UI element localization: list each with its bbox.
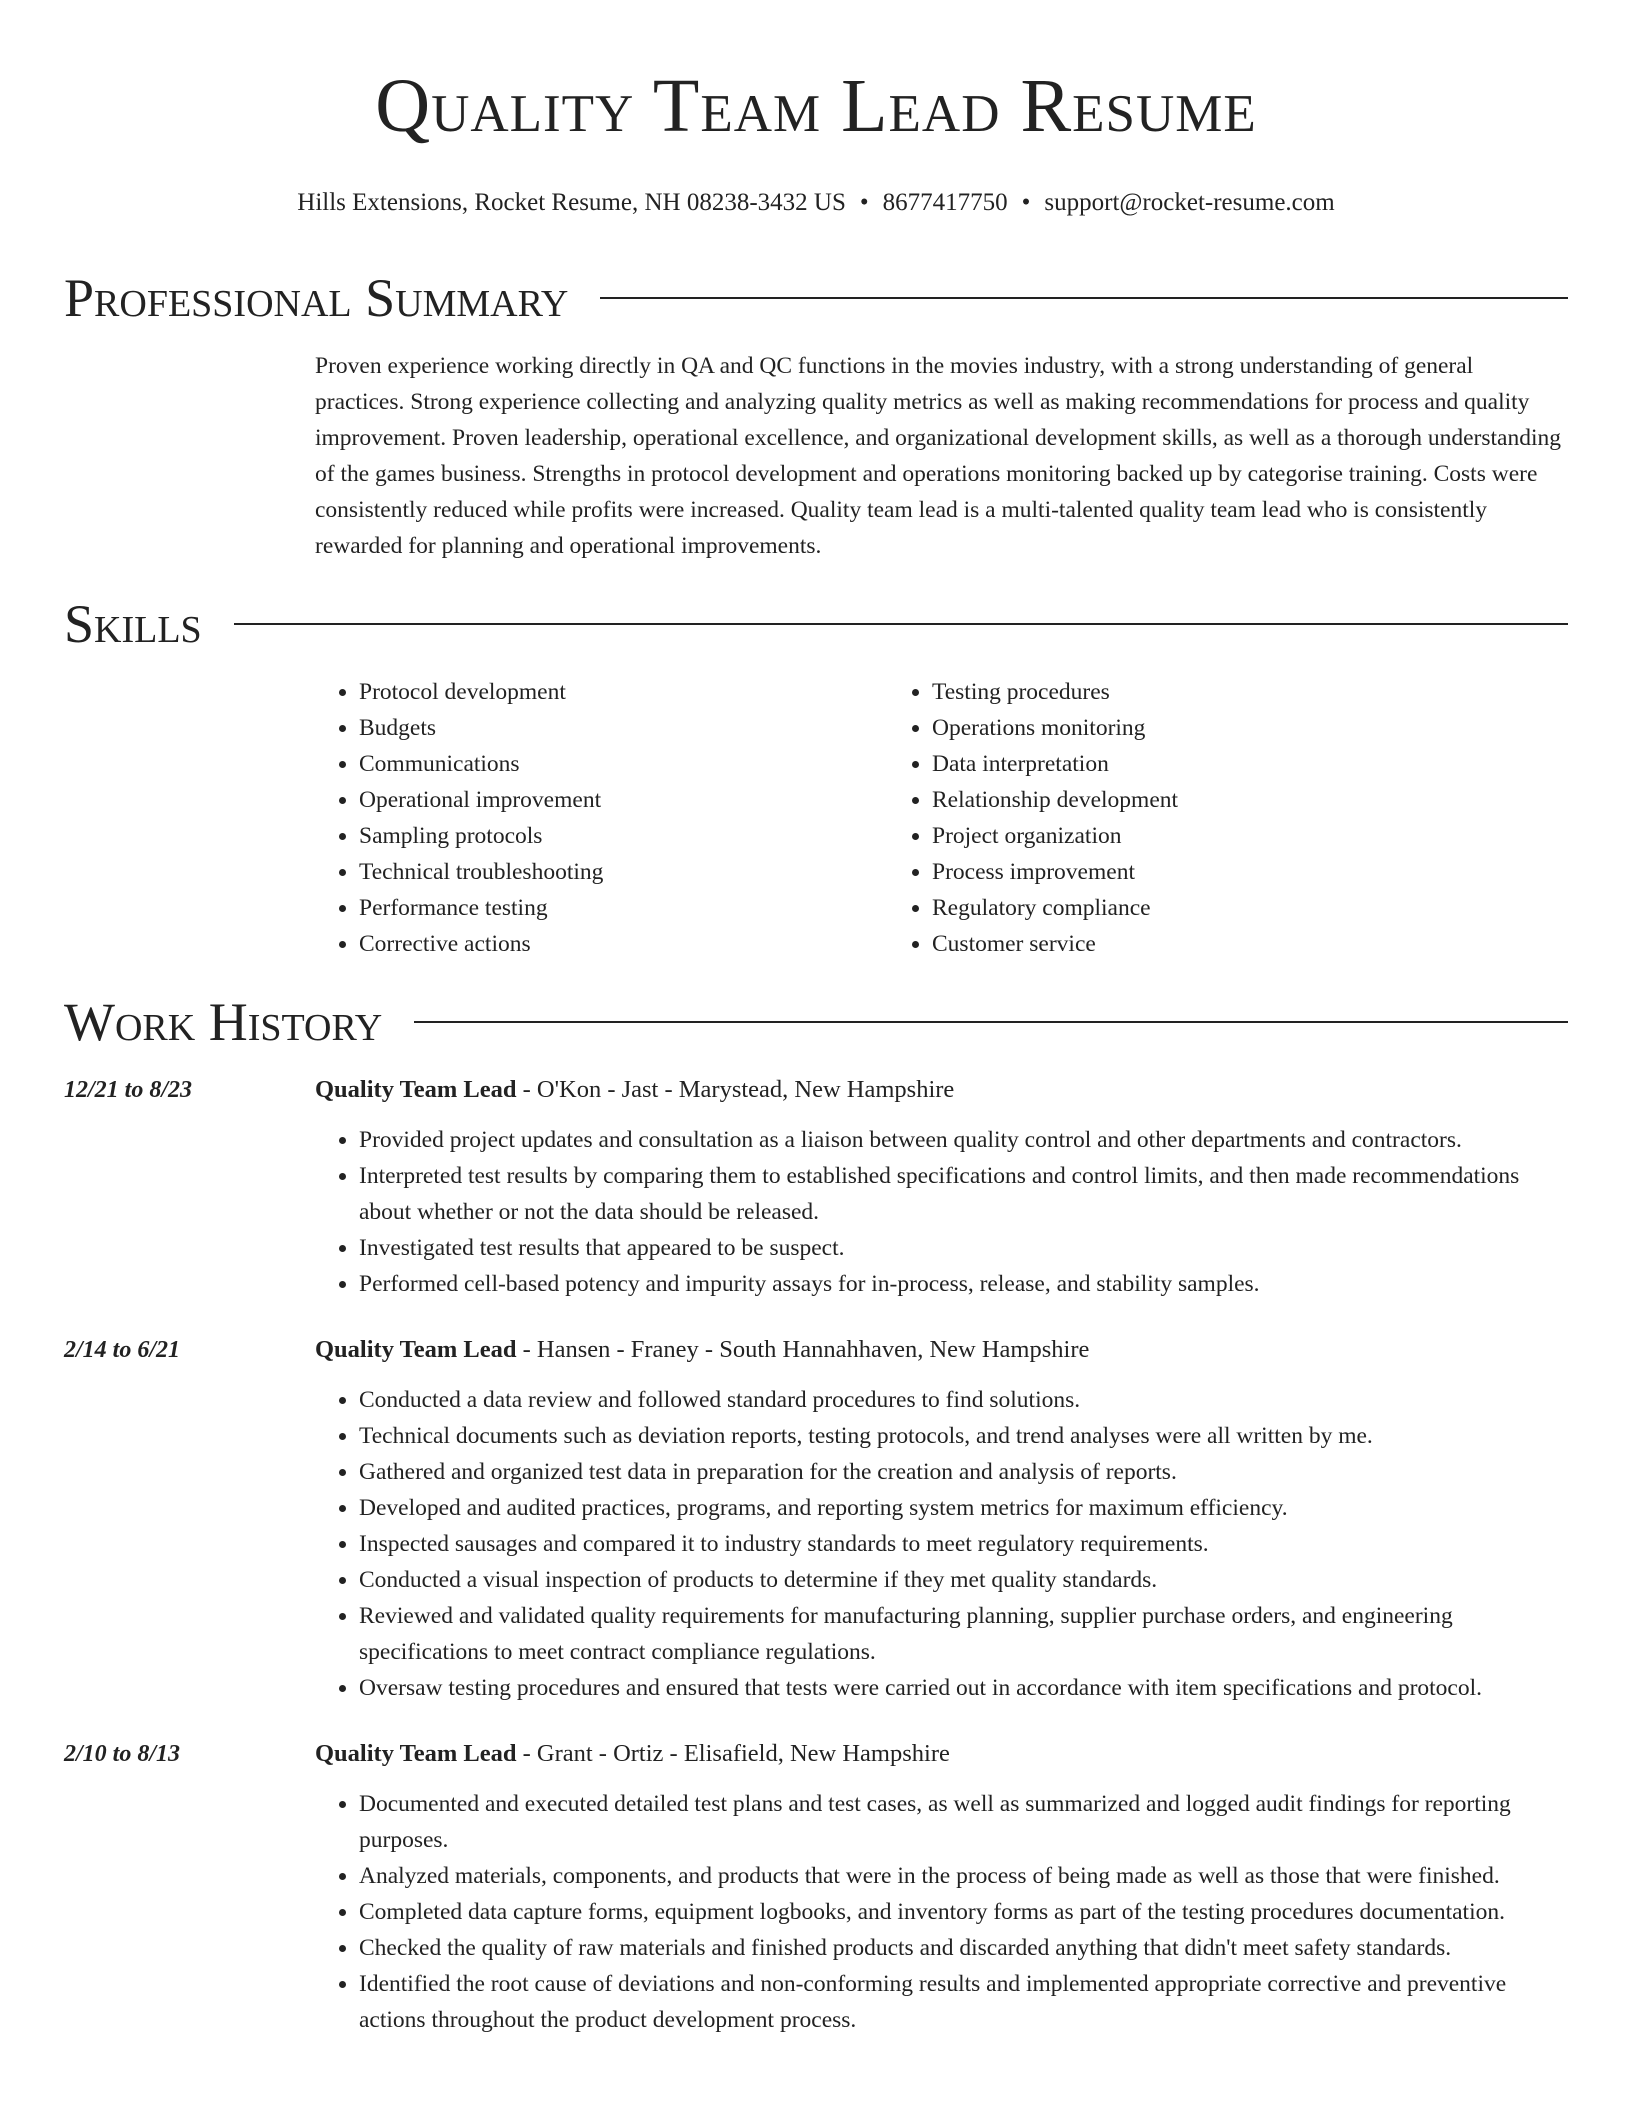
contact-phone: 8677417750 [882,189,1008,216]
skill-item: • Communications [359,746,888,782]
skill-item: • Sampling protocols [359,818,888,854]
job-bullet: • Interpreted test results by comparing them to established specifications and control limits, and then made recommendations about whether or not the data should be released. [359,1158,1568,1230]
job-bullet: • Technical documents such as deviation reports, testing protocols, and trend analyses were all written by me. [359,1418,1568,1454]
summary-heading-text: Professional Summary [64,268,569,328]
contact-address: Hills Extensions, Rocket Resume, NH 08238-3432 US [297,189,846,216]
contact-email: support@rocket-resume.com [1044,189,1335,216]
skills-section-heading [64,592,1568,656]
skill-item: • Budgets [359,710,888,746]
work-heading-text: Work History [64,992,383,1052]
job-bullet: • Reviewed and validated quality requirements for manufacturing planning, supplier purchase orders, and engineering specifications to meet contract compliance regulations. [359,1598,1568,1670]
job-bullet: • Developed and audited practices, programs, and reporting system metrics for maximum efficiency. [359,1490,1568,1526]
resume-title: Quality Team Lead Resume [375,64,1257,148]
section-divider [414,1021,1568,1023]
job-bullet: • Analyzed materials, components, and products that were in the process of being made as well as those that were finished. [359,1858,1568,1894]
skills-grid [315,674,1568,962]
summary-section-heading [64,266,1568,330]
skills-list-right [888,674,1461,962]
skill-item: • Relationship development [932,782,1461,818]
skills-list-left [315,674,888,962]
contact-line [64,188,1568,218]
job-bullet: • Identified the root cause of deviations and non-conforming results and implemented appropriate corrective and preventive actions throughout the product development process. [359,1966,1568,2038]
job-bullet: • Gathered and organized test data in preparation for the creation and analysis of reports. [359,1454,1568,1490]
job-company: - Grant - Ortiz - Elisafield, New Hampshire [516,1740,950,1767]
skill-item: • Project organization [932,818,1461,854]
job-entry [64,1332,1568,1706]
job-title: Quality Team Lead [315,1740,517,1767]
job-entry [64,1072,1568,1302]
job-title-line [315,1736,1568,1772]
skill-item: • Corrective actions [359,926,888,962]
job-bullet: • Conducted a data review and followed standard procedures to find solutions. [359,1382,1568,1418]
work-section-heading [64,990,1568,1054]
job-title-line [315,1332,1568,1368]
job-body [315,1332,1568,1706]
job-bullet: • Provided project updates and consultation as a liaison between quality control and other departments and contractors. [359,1122,1568,1158]
job-entry [64,1736,1568,2038]
job-bullet: • Inspected sausages and compared it to industry standards to meet regulatory requirements. [359,1526,1568,1562]
skill-item: • Regulatory compliance [932,890,1461,926]
job-bullet: • Conducted a visual inspection of products to determine if they met quality standards. [359,1562,1568,1598]
job-title-line [315,1072,1568,1108]
contact-separator: • [1021,189,1031,216]
skill-item: • Operations monitoring [932,710,1461,746]
job-company: - Hansen - Franey - South Hannahhaven, New Hampshire [516,1336,1090,1363]
job-dates: 12/21 to 8/23 [64,1077,193,1103]
job-bullet: • Completed data capture forms, equipment logbooks, and inventory forms as part of the testing procedures documentation. [359,1894,1568,1930]
job-bullets [315,1122,1568,1302]
skill-item: • Process improvement [932,854,1461,890]
job-bullet: • Oversaw testing procedures and ensured that tests were carried out in accordance with item specifications and protocol. [359,1670,1568,1706]
job-bullets [315,1786,1568,2038]
skill-item: • Protocol development [359,674,888,710]
job-title: Quality Team Lead [315,1336,517,1363]
skill-item: • Operational improvement [359,782,888,818]
job-bullets [315,1382,1568,1706]
job-company: - O'Kon - Jast - Marystead, New Hampshire [516,1076,955,1103]
skill-item: • Testing procedures [932,674,1461,710]
job-dates: 2/10 to 8/13 [64,1741,181,1767]
job-bullet: • Performed cell-based potency and impurity assays for in-process, release, and stability samples. [359,1266,1568,1302]
job-bullet: • Investigated test results that appeared to be suspect. [359,1230,1568,1266]
contact-separator: • [859,189,869,216]
skill-item: • Technical troubleshooting [359,854,888,890]
summary-paragraph: Proven experience working directly in QA and QC functions in the movies industry, with a strong understanding of general practices. Strong experience collecting and analyzing quality metrics as well as making recommendations for process and quality improvement. Proven leadership, operational excellence, and organizational development skills, as well as a thorough understanding of the games business. Strengths in protocol development and operations monitoring backed up by categorise training. Costs were consistently reduced while profits were increased. Quality team lead is a multi-talented quality team lead who is consistently rewarded for planning and operational improvements. [315,353,1562,559]
job-bullet: • Checked the quality of raw materials and finished products and discarded anything that didn't meet safety standards. [359,1930,1568,1966]
section-divider [234,623,1568,625]
job-bullet: • Documented and executed detailed test plans and test cases, as well as summarized and logged audit findings for reporting purposes. [359,1786,1568,1858]
skill-item: • Customer service [932,926,1461,962]
skill-item: • Data interpretation [932,746,1461,782]
job-title: Quality Team Lead [315,1076,517,1103]
job-body [315,1736,1568,2038]
job-body [315,1072,1568,1302]
skill-item: • Performance testing [359,890,888,926]
job-dates: 2/14 to 6/21 [64,1337,181,1363]
section-divider [600,297,1568,299]
skills-heading-text: Skills [64,594,202,654]
